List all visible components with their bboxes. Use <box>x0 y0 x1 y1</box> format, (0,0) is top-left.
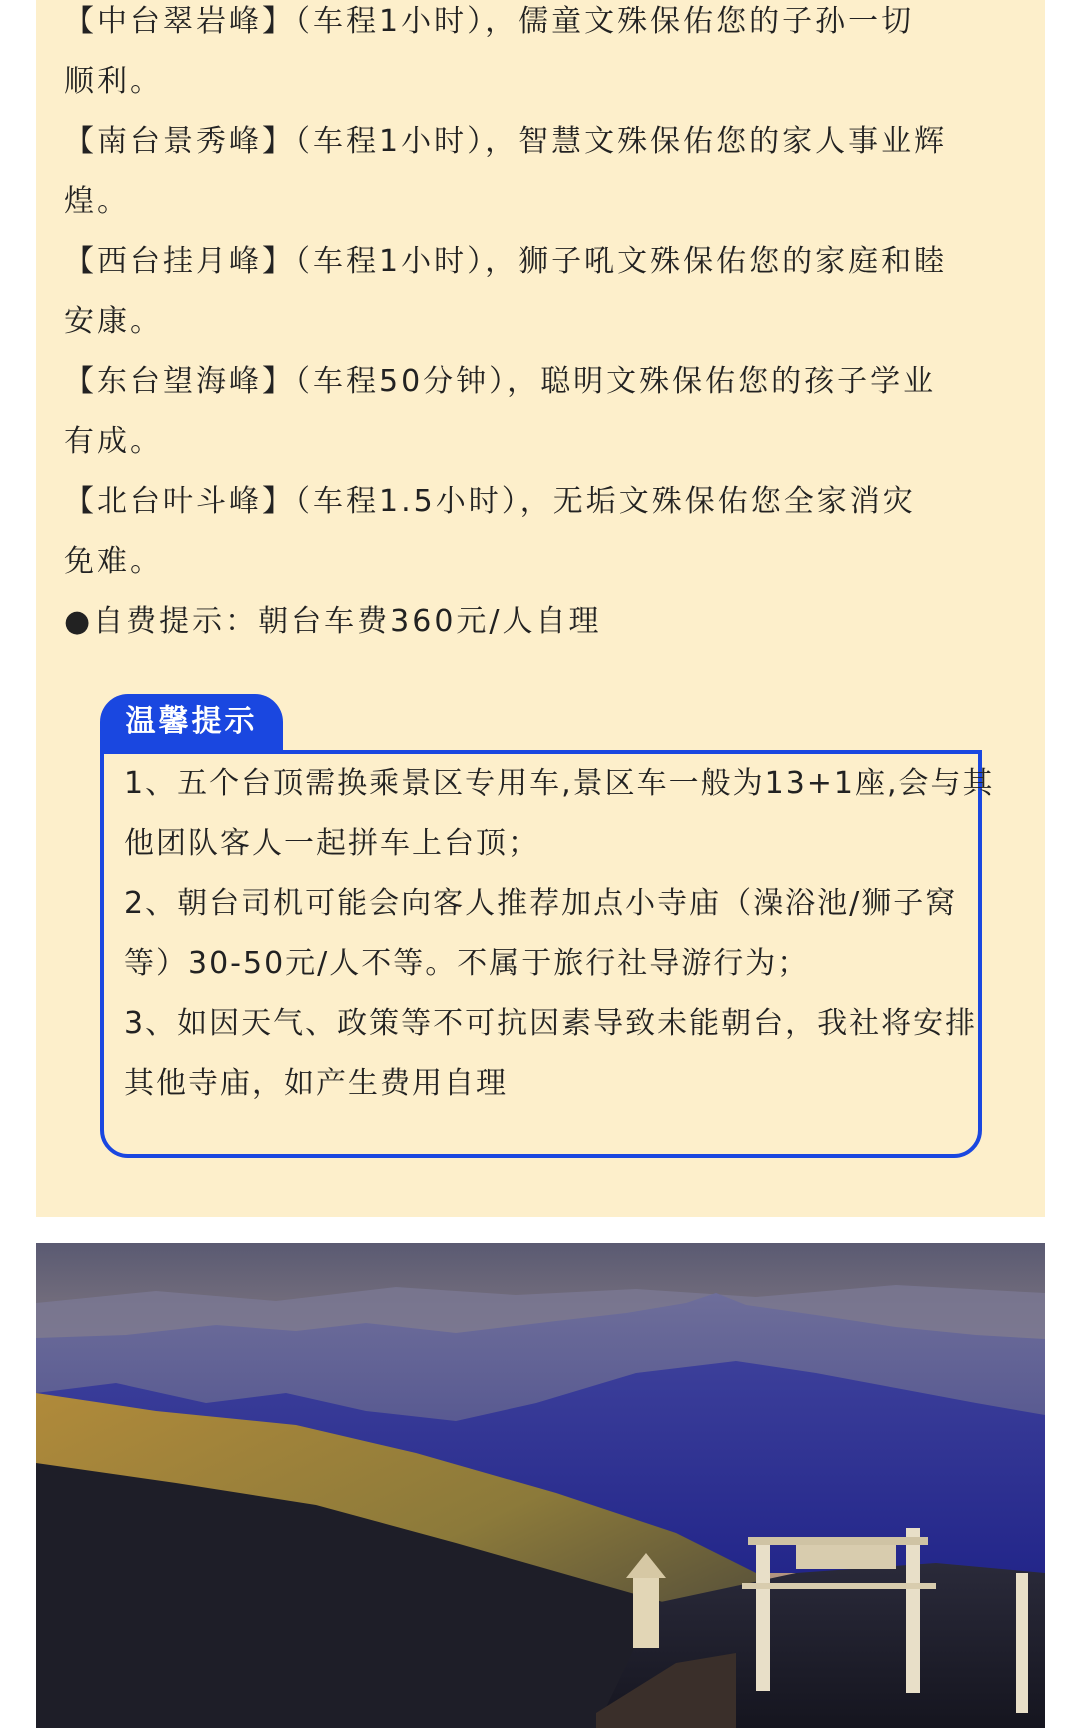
tip-item-line: 1、五个台顶需换乘景区专用车,景区车一般为13+1座,会与其 <box>124 766 995 801</box>
tip-item-line: 2、朝台司机可能会向客人推荐加点小寺庙（澡浴池/狮子窝 <box>124 886 958 921</box>
tip-item-line: 他团队客人一起拼车上台顶； <box>124 826 540 861</box>
peak-text-line: 免难。 <box>64 544 163 579</box>
peak-text-line: 【北台叶斗峰】（车程1.5小时），无垢文殊保佑您全家消灾 <box>64 484 916 519</box>
peak-paragraph-south <box>64 112 984 232</box>
peak-text-line: 【东台望海峰】（车程50分钟），聪明文殊保佑您的孩子学业 <box>64 364 937 399</box>
peak-paragraph-north <box>64 472 984 592</box>
peak-text-line: 煌。 <box>64 184 130 219</box>
peak-text-line: 安康。 <box>64 304 163 339</box>
peak-text-line: 【西台挂月峰】（车程1小时），狮子吼文殊保佑您的家庭和睦 <box>64 244 948 279</box>
peak-paragraph-east <box>64 352 984 472</box>
peak-paragraph-west <box>64 232 984 352</box>
tips-list <box>124 754 995 1114</box>
tips-title: 温馨提示 <box>125 704 258 739</box>
fee-note-text: ●自费提示：朝台车费360元/人自理 <box>64 604 602 639</box>
mountain-landscape-photo <box>36 1243 1045 1728</box>
peak-text-line: 【中台翠岩峰】（车程1小时），儒童文殊保佑您的子孙一切 <box>64 4 915 39</box>
tip-item-line: 3、如因天气、政策等不可抗因素导致未能朝台，我社将安排 <box>124 1006 978 1041</box>
tips-box <box>100 750 995 1158</box>
peak-text-line: 顺利。 <box>64 64 163 99</box>
peak-text-line: 有成。 <box>64 424 163 459</box>
tip-item-line: 其他寺庙，如产生费用自理 <box>124 1066 508 1101</box>
fee-note <box>64 592 984 652</box>
tip-item-line: 等）30-50元/人不等。不属于旅行社导游行为； <box>124 946 810 981</box>
landscape-illustration <box>36 1243 1045 1728</box>
peak-paragraph-central <box>64 0 984 112</box>
peak-text-line: 【南台景秀峰】（车程1小时），智慧文殊保佑您的家人事业辉 <box>64 124 948 159</box>
